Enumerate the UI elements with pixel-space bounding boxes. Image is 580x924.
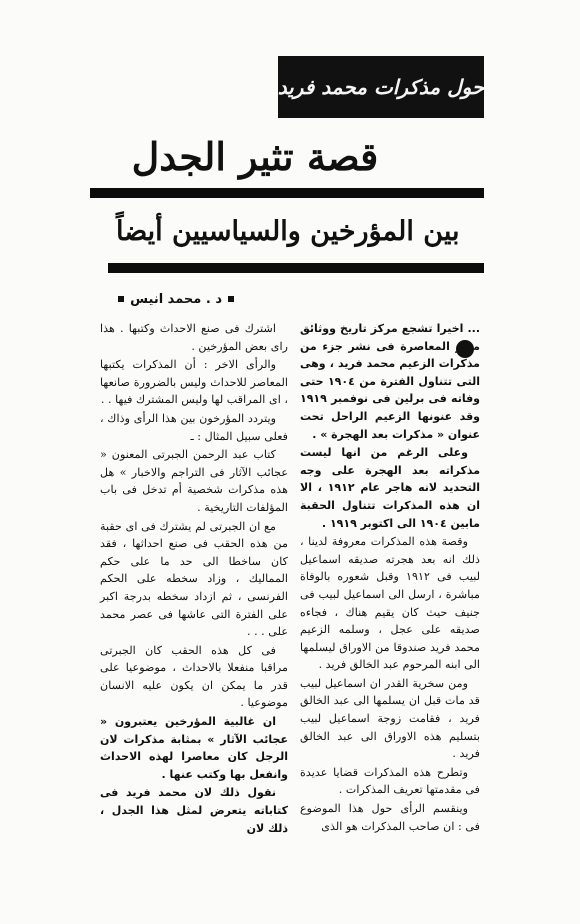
article-paragraph: فى كل هذه الحقب كان الجبرتى مراقبا منفعلا بالاحداث ، موضوعيا على قدر ما يمكن ان يكون عليه الانسان موضوعيا . [100,643,288,710]
headline-rule-top [90,188,484,198]
article-paragraph: مع ان الجبرتى لم يشترك فى اى حقبة من هذه الحقب فى صنع احداثها ، فقد كان ساخطا الى حد ما على حكم المماليك ، وزاد سخطه على الحكم الفرنسى ، ثم ازداد سخطه بدرجة اكبر على الفترة التى عاشها فى عصر محمد على . . . [100,519,288,639]
headline-text: قصة تثير الجدل [131,133,379,179]
article-column-left [100,320,288,835]
article-paragraph: والرأى الاخر : أن المذكرات يكتبها المعاصر للاحداث وليس بالضرورة صانعها ، اى المراقب لها وليس المشترك فيها . . [100,358,288,407]
article-paragraph: وعلى الرغم من انها ليست مذكراته بعد الهجرة على وجه التحديد لانه هاجر عام ١٩١٢ ، الا ان هذه المذكرات تتناول الحقبة مابين ١٩٠٤ الى اكتوبر ١٩١٩ . [300,446,480,530]
series-banner-text: حول مذكرات محمد فريد [277,75,485,99]
article-paragraph: نقول ذلك لان محمد فريد فى كتاباته يتعرض لمثل هذا الجدل ، ذلك لان [100,786,288,835]
article-paragraph: وتطرح هذه المذكرات قضايا عديدة فى مقدمتها تعريف المذكرات . [300,765,480,797]
article-paragraph: ... اخيرا تشجع مركز تاريخ ووثائق مصر المعاصرة فى نشر جزء من مذكرات الزعيم محمد فريد ، وهى التى تتناول الفترة من ١٩٠٤ حتى وفاته فى برلين فى نوفمبر ١٩١٩ وقد عنونها الزعيم الراحل تحت عنوان « مذكرات بعد الهجرة » . [300,322,480,441]
article-paragraph: اشترك فى صنع الاحداث وكتبها . هذا راى بعض المؤرخين . [100,322,288,353]
article-paragraph: ان غالبية المؤرخين يعتبرون « عجائب الآثار » بمثابة مذكرات لان الرجل كان معاصرا لهذه الاحداث وانفعل بها وكتب عنها . [100,715,288,781]
subheadline-text: بين المؤرخين والسياسيين أيضاً [116,215,460,247]
byline [100,288,240,310]
article-paragraph: ويتردد المؤرخون بين هذا الرأى وذاك ، فعلى سبيل المثال : ـ [100,411,288,443]
byline-author: د . محمد انيس [130,291,222,307]
subheadline [116,205,486,257]
article-paragraph: وينقسم الرأى حول هذا الموضوع فى : ان صاحب المذكرات هو الذى [300,802,480,833]
headline-rule-bottom [108,263,484,273]
article-paragraph: ومن سخرية القدر ان اسماعيل لبيب قد مات قبل ان يسلمها الى عبد الخالق فريد ، فقامت زوجة اسماعيل لبيب بتسليم هذه الاوراق الى عبد الخالق فريد . [300,676,480,761]
headline [100,128,410,184]
article-paragraph: وقصة هذه المذكرات معروفة لدينا ، ذلك انه بعد هجرته صديقه اسماعيل لبيب فى ١٩١٢ وقبل شعوره بالوفاة مباشرة ، ارسل الى اسماعيل لبيب فى جنيف حيث كان يقيم هناك ، فجاءه صديقه على عجل ، وسلمه الزعيم محمد فريد صندوقا من الاوراق ليسلمها الى ابنه المرحوم عبد الخالق فريد . [300,535,480,672]
byline-square-icon [228,296,234,302]
series-banner [278,56,484,118]
article-column-right [300,320,480,860]
byline-square-icon [118,296,124,302]
article-paragraph: كتاب عبد الرحمن الجبرتى المعنون « عجائب الآثار فى التراجم والاخبار » هل هذه مذكرات شخصية أم تدخل فى باب المؤلفات التاريخية . [100,448,288,514]
